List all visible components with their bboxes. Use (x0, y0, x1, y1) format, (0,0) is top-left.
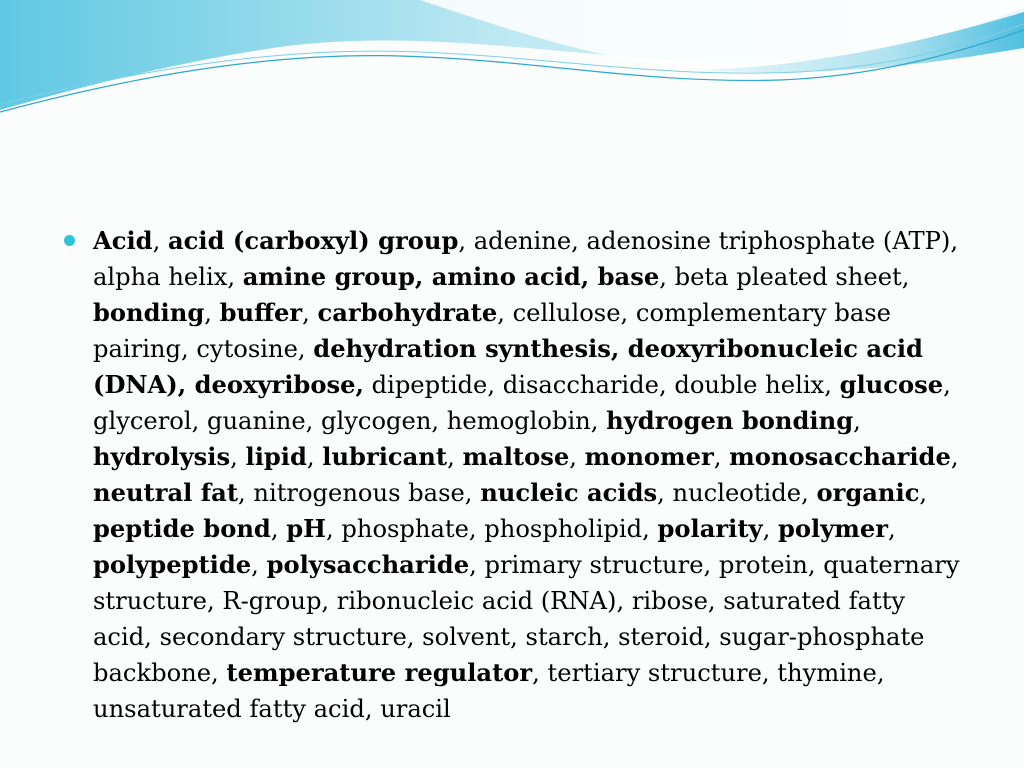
bold-term: peptide bond (93, 514, 271, 543)
plain-text: , beta pleated sheet, (659, 263, 910, 291)
bold-term: acid (carboxyl) group (168, 226, 459, 255)
plain-text: , (270, 515, 287, 543)
plain-text: , (853, 407, 861, 435)
bold-term: polysaccharide (266, 550, 470, 579)
bold-term: dehydration synthesis, deoxyribonucleic acid (DNA), deoxyribose, (93, 334, 923, 399)
plain-text: , glycerol, guanine, glycogen, hemoglobin, (93, 371, 951, 435)
plain-text: , (306, 443, 323, 471)
bullet-item (64, 223, 964, 727)
bold-term: neutral fat (93, 478, 239, 507)
bold-term: monomer (584, 442, 714, 471)
plain-text: , (204, 299, 220, 327)
plain-text: , primary structure, protein, quaternary structure, R-group, ribonucleic acid (RNA), ribose, saturated fatty acid, secondary structure, solvent, starch, steroid, sugar-phosphate backbone, (93, 551, 960, 687)
plain-text: , (888, 515, 896, 543)
plain-text: , (569, 443, 585, 471)
bold-term: glucose (839, 370, 944, 399)
plain-text: , (713, 443, 730, 471)
bold-term: nucleic acids (480, 478, 658, 507)
vocabulary-list-text (93, 223, 964, 727)
plain-text: , (230, 443, 246, 471)
plain-text: , (251, 551, 267, 579)
bold-term: carbohydrate (317, 298, 498, 327)
bold-term: amine group, amino acid, base (242, 262, 660, 291)
bold-term: bonding (93, 298, 205, 327)
plain-text: , cellulose, complementary base pairing, cytosine, (93, 299, 891, 363)
bold-term: maltose (462, 442, 570, 471)
plain-text: , (447, 443, 463, 471)
bold-term: hydrogen bonding (606, 406, 854, 435)
bold-term: temperature regulator (226, 658, 533, 687)
plain-text: , (152, 227, 168, 255)
plain-text: , adenine, adenosine triphosphate (ATP), alpha helix, (93, 227, 959, 291)
bold-term: polarity (657, 514, 763, 543)
bold-term: monosaccharide (729, 442, 951, 471)
plain-text: , (302, 299, 318, 327)
plain-text: , tertiary structure, thymine, unsaturated fatty acid, uracil (93, 659, 885, 723)
bold-term: pH (286, 514, 326, 543)
plain-text: dipeptide, disaccharide, double helix, (363, 371, 840, 399)
bold-term: hydrolysis (93, 442, 231, 471)
plain-text: , (919, 479, 928, 507)
plain-text: , (950, 443, 959, 471)
bold-term: lubricant (322, 442, 448, 471)
bold-term: polymer (777, 514, 888, 543)
plain-text: , nucleotide, (657, 479, 817, 507)
bold-term: buffer (219, 298, 303, 327)
plain-text: , (762, 515, 778, 543)
content-area (64, 223, 964, 727)
bold-term: lipid (245, 442, 307, 471)
bold-term: Acid (93, 226, 153, 255)
plain-text: , nitrogenous base, (238, 479, 481, 507)
bold-term: organic (816, 478, 920, 507)
header-wave-decoration (0, 0, 1024, 130)
bullet-icon (64, 235, 75, 246)
bold-term: polypeptide (93, 550, 252, 579)
plain-text: , phosphate, phospholipid, (326, 515, 658, 543)
